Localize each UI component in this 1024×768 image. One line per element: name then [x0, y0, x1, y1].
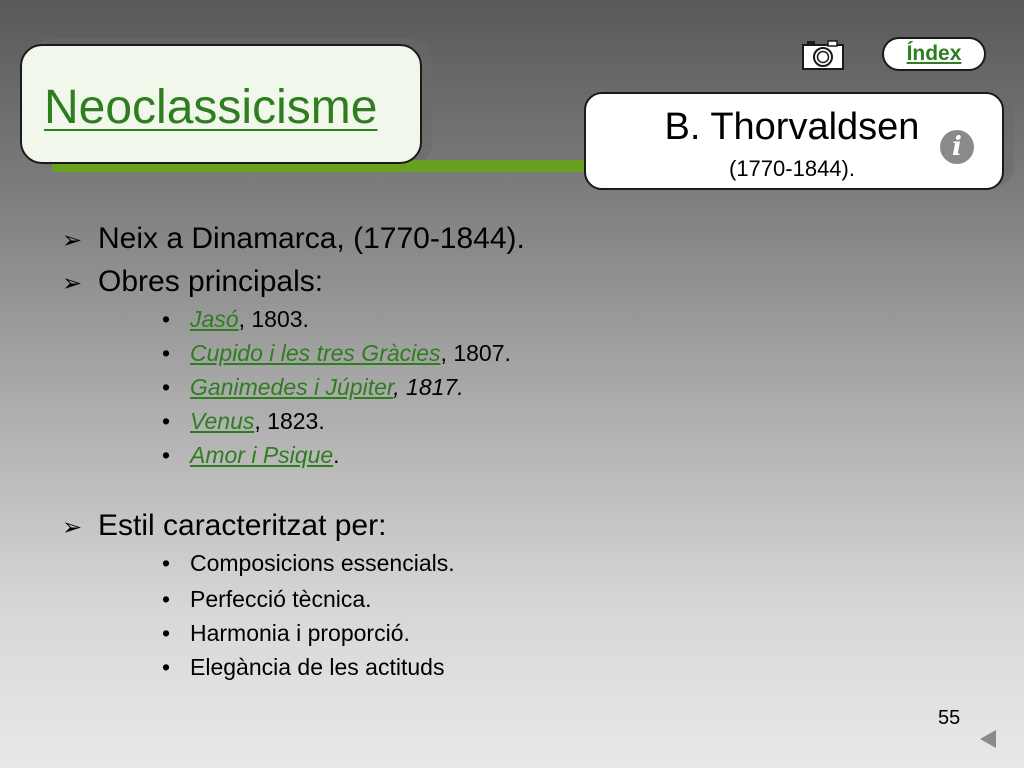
camera-icon[interactable]: [802, 38, 844, 70]
work-link-jaso[interactable]: Jasó: [190, 306, 239, 332]
index-button[interactable]: Índex: [882, 37, 986, 71]
list-item: • Ganimedes i Júpiter, 1817.: [162, 374, 464, 400]
title-box: [20, 44, 422, 164]
bullet-works: [62, 265, 323, 299]
work-link-ganimedes[interactable]: Ganimedes i Júpiter: [190, 374, 394, 400]
list-item: • Perfecció tècnica.: [162, 586, 372, 612]
bullet-text: Obres principals:: [98, 265, 324, 298]
bullet-text: Neix a Dinamarca, (1770-1844).: [98, 222, 525, 255]
triangle-left-icon[interactable]: [980, 730, 996, 748]
list-item: • Elegància de les actituds: [162, 654, 445, 680]
list-item: • Harmonia i proporció.: [162, 620, 410, 646]
list-item: • Cupido i les tres Gràcies, 1807.: [162, 340, 511, 366]
work-link-venus[interactable]: Venus: [190, 408, 255, 434]
bullet-style: [62, 509, 386, 543]
list-item: • Amor i Psique.: [162, 442, 340, 468]
arrow-bullet-icon: ➢: [62, 513, 83, 541]
list-item: • Composicions essencials.: [162, 550, 455, 576]
author-box: [584, 92, 1004, 190]
work-link-cupido[interactable]: Cupido i les tres Gràcies: [190, 340, 441, 366]
info-icon[interactable]: i: [940, 130, 974, 164]
author-dates: (1770-1844).: [729, 156, 855, 181]
arrow-bullet-icon: ➢: [62, 269, 83, 297]
bullet-text: Estil caracteritzat per:: [98, 509, 387, 542]
bullet-birth: [62, 222, 525, 256]
page-number: 55: [938, 707, 961, 729]
list-item: • Jasó, 1803.: [162, 306, 309, 332]
author-name: B. Thorvaldsen: [664, 106, 920, 148]
work-link-amor-psique[interactable]: Amor i Psique: [190, 442, 334, 468]
slide-title[interactable]: Neoclassicisme: [44, 81, 378, 134]
list-item: • Venus, 1823.: [162, 408, 325, 434]
arrow-bullet-icon: ➢: [62, 226, 83, 254]
